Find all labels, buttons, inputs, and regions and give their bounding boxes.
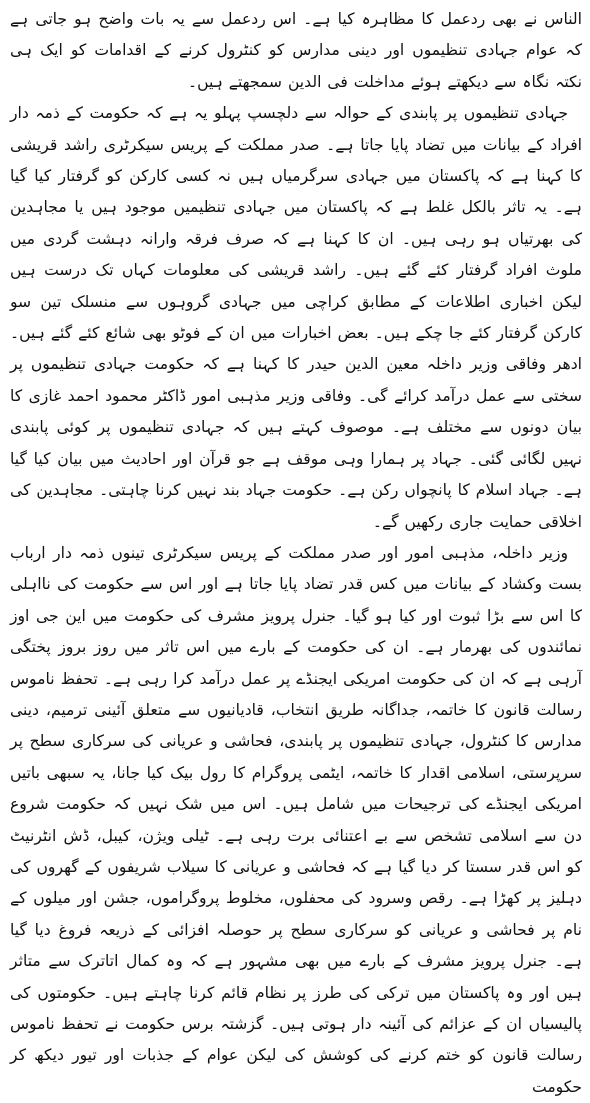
paragraph-2: جہادی تنظیموں پر پابندی کے حوالہ سے دلچسپ پہلو یہ ہے کہ حکومت کے ذمہ دار افراد کے بیانات میں تضاد پایا جاتا ہے۔ صدر مملکت کے پریس سیکرٹری راشد قریشی کا کہنا ہے کہ پاکستان میں جہادی سرگرمیاں ہیں نہ کسی کارکن کو گرفتار کیا گیا ہے۔ یہ تاثر بالکل غلط ہے کہ پاکستان میں جہادی تنظیمیں موجود ہیں یا مجاہدین کی بھرتیاں ہو رہی ہیں۔ ان کا کہنا ہے کہ صرف فرقہ وارانہ دہشت گردی میں ملوث افراد گرفتار کئے گئے ہیں۔ راشد قریشی کی معلومات کہاں تک درست ہیں لیکن اخباری اطلاعات کے مطابق کراچی میں جہادی گروہوں سے منسلک تین سو کارکن گرفتار کئے جا چکے ہیں۔ بعض اخبارات میں ان کے فوٹو بھی شائع کئے گئے ہیں۔ ادھر وفاقی وزیر داخلہ معین الدین حیدر کا کہنا ہے کہ حکومت جہادی تنظیموں پر سختی سے عمل درآمد کرائے گی۔ وفاقی وزیر مذہبی امور ڈاکٹر محمود احمد غازی کا بیان دونوں سے مختلف ہے۔ موصوف کہتے ہیں کہ جہادی تنظیموں پر کوئی پابندی نہیں لگائی گئی۔ جہاد پر ہمارا وہی موقف ہے جو قرآن اور احادیث میں بیان کیا گیا ہے۔ جہاد اسلام کا پانچواں رکن ہے۔ حکومت جہاد بند نہیں کرنا چاہتی۔ مجاہدین کی اخلاقی حمایت جاری رکھیں گے۔ [10, 104, 582, 531]
paragraph-1: الناس نے بھی ردعمل کا مظاہرہ کیا ہے۔ اس ردعمل سے یہ بات واضح ہو جاتی ہے کہ عوام جہادی تنظیموں اور دینی مدارس کو کنٹرول کرنے کے اقدامات کو ایک ہی نکتہ نگاہ سے دیکھتے ہوئے مداخلت فی الدین سمجھتے ہیں۔ [10, 10, 582, 91]
paragraph-3: وزیر داخلہ، مذہبی امور اور صدر مملکت کے پریس سیکرٹری تینوں ذمہ دار ارباب بست وکشاد کے بیانات میں کس قدر تضاد پایا جاتا ہے اور اس سے حکومت کی نااہلی کا اس سے بڑا ثبوت اور کیا ہو گیا۔ جنرل پرویز مشرف کی حکومت میں این جی اوز نمائندوں کی بھرمار ہے۔ ان کی حکومت کے بارے میں اس تاثر میں روز بروز پختگی آرہی ہے کہ ان کی حکومت امریکی ایجنڈے پر عمل درآمد کرا رہی ہے۔ تحفظ ناموس رسالت قانون کا خاتمہ، جداگانہ طریق انتخاب، قادیانیوں سے متعلق آئینی ترمیم، دینی مدارس کا کنٹرول، جہادی تنظیموں پر پابندی، فحاشی و عریانی کی سرکاری سطح پر سرپرستی، اسلامی اقدار کا خاتمہ، ایٹمی پروگرام کا رول بیک کیا جانا، یہ سبھی باتیں امریکی ایجنڈے کی ترجیحات میں شامل ہیں۔ اس میں شک نہیں کہ حکومت شروع دن سے اسلامی تشخص سے بے اعتنائی برت رہی ہے۔ ٹیلی ویژن، کیبل، ڈش انٹرنیٹ کو اس قدر سستا کر دیا گیا ہے کہ فحاشی و عریانی کا سیلاب شریفوں کے گھروں کی دہلیز پر کھڑا ہے۔ رقص وسرود کی محفلوں، مخلوط پروگراموں، جشن اور میلوں کے نام پر فحاشی و عریانی کو سرکاری سطح پر حوصلہ افزائی کے ذریعہ فروغ دیا گیا ہے۔ جنرل پرویز مشرف کے بارے میں بھی مشہور ہے کہ وہ کمال اتاترک سے متاثر ہیں اور وہ پاکستان میں ترکی کی طرز پر نظام قائم کرنا چاہتے ہیں۔ حکومتوں کی پالیسیاں ان کے عزائم کی آئینہ دار ہوتی ہیں۔ گزشتہ برس حکومت نے تحفظ ناموس رسالت قانون کو ختم کرنے کی کوشش کی لیکن عوام کے جذبات اور تیور دیکھ کر حکومت [10, 543, 582, 1096]
article-body [10, 4, 582, 1103]
